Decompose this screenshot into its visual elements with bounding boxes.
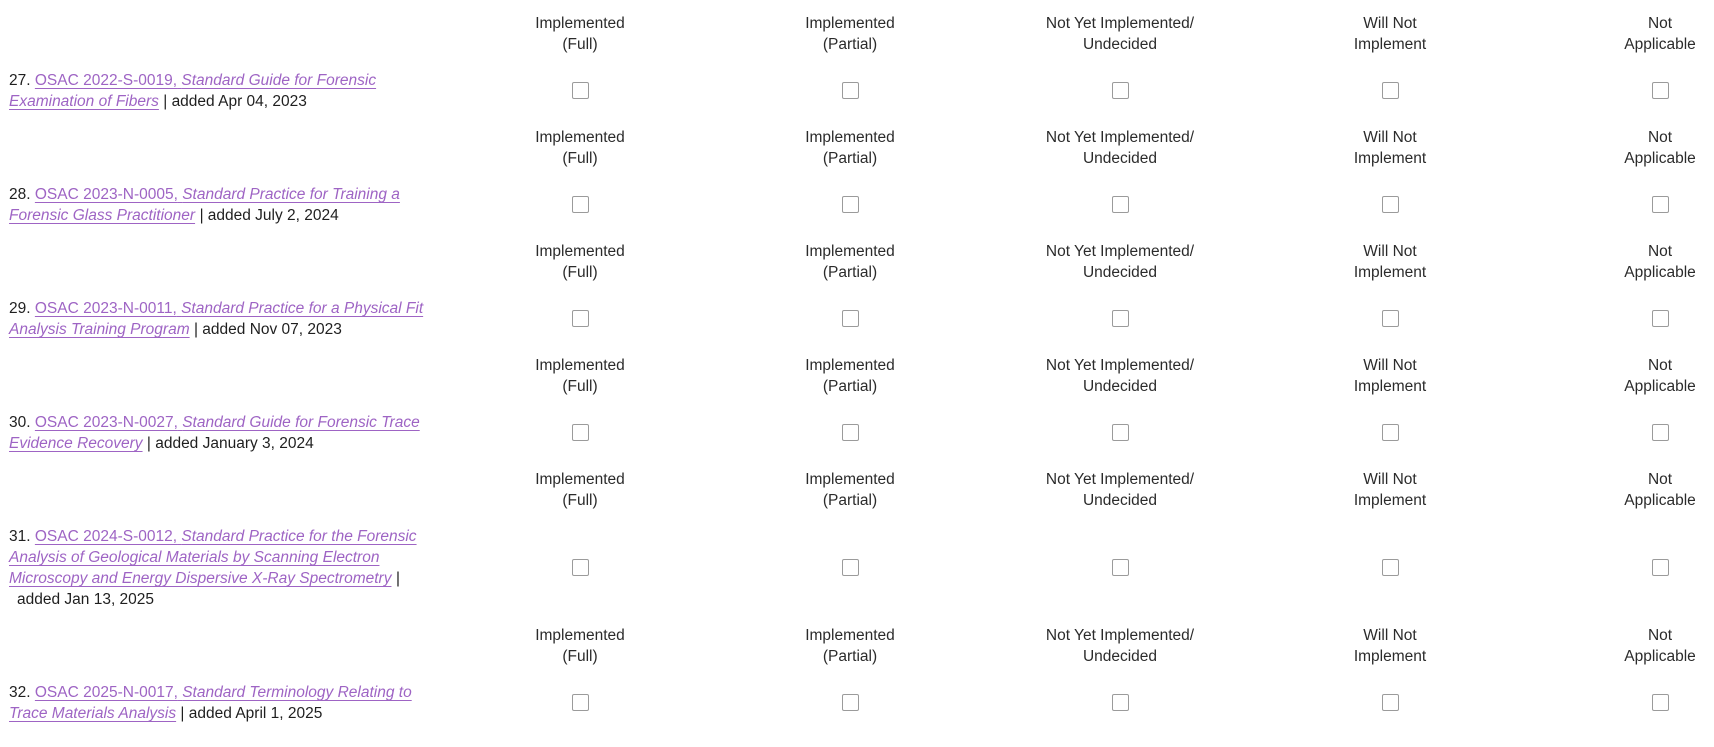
added-date: added Jan 13, 2025 [17, 591, 155, 608]
option-cell-not-applicable [1525, 196, 1714, 214]
option-header-implemented-partial [715, 127, 985, 169]
option-header-implemented-partial [715, 469, 985, 511]
option-cell-implemented-partial [715, 424, 985, 442]
option-cell-not-applicable [1525, 424, 1714, 442]
option-header-line1: Not Yet Implemented/ [1045, 15, 1195, 32]
option-header-not-yet-implemented-undecided [985, 241, 1255, 283]
standard-item-text [0, 298, 445, 340]
option-cell-not-yet-implemented-undecided [985, 196, 1255, 214]
checkbox-not-applicable[interactable] [1652, 310, 1669, 327]
checkbox-implemented-partial[interactable] [842, 694, 859, 711]
option-header-not-applicable [1525, 13, 1714, 55]
question-group [0, 228, 1714, 342]
option-cell-not-applicable [1525, 694, 1714, 712]
checkbox-implemented-full[interactable] [572, 310, 589, 327]
question-row [0, 169, 1714, 228]
option-cell-will-not-implement [1255, 310, 1525, 328]
options-header-row [0, 228, 1714, 283]
checkbox-will-not-implement[interactable] [1382, 694, 1399, 711]
question-row [0, 55, 1714, 114]
option-header-implemented-partial [715, 355, 985, 397]
option-header-will-not-implement [1255, 127, 1525, 169]
option-header-implemented-partial [715, 241, 985, 283]
checkbox-not-yet-implemented-undecided[interactable] [1112, 559, 1129, 576]
options-header-row [0, 456, 1714, 511]
option-cell-not-yet-implemented-undecided [985, 694, 1255, 712]
checkbox-not-yet-implemented-undecided[interactable] [1112, 196, 1129, 213]
question-row [0, 397, 1714, 456]
option-header-line1: Not Yet Implemented/ [1045, 357, 1195, 374]
option-cell-will-not-implement [1255, 424, 1525, 442]
option-header-line2: Undecided [1082, 150, 1158, 167]
option-header-will-not-implement [1255, 241, 1525, 283]
option-header-line1: Implemented [805, 15, 895, 32]
option-header-implemented-full [445, 13, 715, 55]
option-header-not-yet-implemented-undecided [985, 469, 1255, 511]
standard-title: Standard Terminology Relating to Trace Materials Analysis [9, 684, 412, 722]
option-header-line1: Will Not [1363, 129, 1417, 146]
option-header-line2: (Full) [562, 150, 598, 167]
option-header-implemented-full [445, 355, 715, 397]
option-header-not-applicable [1525, 355, 1714, 397]
option-cell-not-yet-implemented-undecided [985, 424, 1255, 442]
option-header-line2: Implement [1353, 648, 1427, 665]
checkbox-will-not-implement[interactable] [1382, 196, 1399, 213]
option-header-line2: Implement [1353, 264, 1427, 281]
question-group [0, 612, 1714, 726]
option-cell-implemented-full [445, 694, 715, 712]
option-header-line1: Will Not [1363, 15, 1417, 32]
option-header-line2: (Partial) [822, 378, 878, 395]
checkbox-will-not-implement[interactable] [1382, 559, 1399, 576]
option-cell-will-not-implement [1255, 694, 1525, 712]
option-header-not-yet-implemented-undecided [985, 127, 1255, 169]
standard-item-text [0, 682, 445, 724]
option-header-line2: Undecided [1082, 264, 1158, 281]
options-header-row [0, 0, 1714, 55]
option-header-line1: Implemented [535, 15, 625, 32]
option-cell-implemented-full [445, 82, 715, 100]
standard-code: OSAC 2023-N-0027, [34, 414, 178, 431]
checkbox-not-applicable[interactable] [1652, 196, 1669, 213]
option-cell-implemented-full [445, 196, 715, 214]
question-group [0, 0, 1714, 114]
standard-code: OSAC 2023-N-0011, [34, 300, 177, 317]
checkbox-not-applicable[interactable] [1652, 82, 1669, 99]
option-header-line2: Applicable [1624, 648, 1696, 665]
option-header-line1: Will Not [1363, 627, 1417, 644]
standard-item-text [0, 412, 445, 454]
standard-number: 32. [9, 684, 31, 701]
option-cell-will-not-implement [1255, 559, 1525, 577]
option-header-not-yet-implemented-undecided [985, 625, 1255, 667]
question-group [0, 342, 1714, 456]
question-group [0, 456, 1714, 612]
standard-title: Standard Practice for a Physical Fit Analysis Training Program [9, 300, 424, 338]
checkbox-implemented-full[interactable] [572, 82, 589, 99]
separator: | [146, 435, 151, 452]
standard-title: Standard Practice for Training a Forensic Glass Practitioner [9, 186, 400, 224]
option-header-not-applicable [1525, 625, 1714, 667]
option-header-line1: Implemented [535, 357, 625, 374]
option-cell-implemented-partial [715, 196, 985, 214]
option-header-not-yet-implemented-undecided [985, 355, 1255, 397]
option-header-will-not-implement [1255, 469, 1525, 511]
option-header-not-yet-implemented-undecided [985, 13, 1255, 55]
checkbox-not-applicable[interactable] [1652, 694, 1669, 711]
standard-item-text [0, 184, 445, 226]
option-header-not-applicable [1525, 469, 1714, 511]
question-row [0, 667, 1714, 726]
option-header-line1: Will Not [1363, 471, 1417, 488]
option-cell-implemented-partial [715, 82, 985, 100]
standard-number: 28. [9, 186, 31, 203]
option-header-will-not-implement [1255, 13, 1525, 55]
added-date: added Nov 07, 2023 [202, 321, 342, 338]
option-cell-will-not-implement [1255, 196, 1525, 214]
option-header-line1: Implemented [535, 627, 625, 644]
option-header-line2: (Partial) [822, 648, 878, 665]
added-date: added April 1, 2025 [188, 705, 323, 722]
standard-title: Standard Guide for Forensic Examination of Fibers [9, 72, 377, 110]
option-header-implemented-full [445, 625, 715, 667]
option-header-line1: Not [1647, 627, 1673, 644]
standard-item-text [0, 526, 445, 610]
standard-link[interactable] [9, 186, 400, 224]
added-date: added Apr 04, 2023 [171, 93, 307, 110]
checkbox-not-applicable[interactable] [1652, 559, 1669, 576]
checkbox-implemented-partial[interactable] [842, 424, 859, 441]
checkbox-will-not-implement[interactable] [1382, 424, 1399, 441]
option-header-line2: (Full) [562, 492, 598, 509]
standard-code: OSAC 2024-S-0012, [34, 528, 178, 545]
option-header-line2: (Partial) [822, 150, 878, 167]
option-header-line2: Implement [1353, 378, 1427, 395]
standard-item-text [0, 70, 445, 112]
separator: | [395, 570, 400, 587]
standard-number: 29. [9, 300, 31, 317]
option-cell-not-applicable [1525, 559, 1714, 577]
option-header-line1: Not [1647, 243, 1673, 260]
standard-number: 27. [9, 72, 31, 89]
standard-title: Standard Guide for Forensic Trace Evidence Recovery [9, 414, 420, 452]
standard-code: OSAC 2025-N-0017, [34, 684, 178, 701]
option-header-line2: Implement [1353, 492, 1427, 509]
standard-link[interactable] [9, 528, 417, 587]
option-cell-implemented-partial [715, 694, 985, 712]
standard-code: OSAC 2023-N-0005, [34, 186, 178, 203]
checkbox-implemented-full[interactable] [572, 559, 589, 576]
option-header-line1: Implemented [805, 627, 895, 644]
option-header-line1: Implemented [805, 129, 895, 146]
separator: | [163, 93, 168, 110]
option-header-line1: Not Yet Implemented/ [1045, 627, 1195, 644]
options-header-row [0, 342, 1714, 397]
option-header-line2: Applicable [1624, 36, 1696, 53]
option-header-implemented-partial [715, 13, 985, 55]
option-header-line2: Undecided [1082, 648, 1158, 665]
option-header-will-not-implement [1255, 355, 1525, 397]
option-cell-not-yet-implemented-undecided [985, 82, 1255, 100]
option-header-line1: Implemented [805, 357, 895, 374]
option-header-line2: (Partial) [822, 492, 878, 509]
standard-number: 31. [9, 528, 31, 545]
option-header-line2: Undecided [1082, 378, 1158, 395]
option-cell-implemented-full [445, 424, 715, 442]
option-header-line1: Not Yet Implemented/ [1045, 243, 1195, 260]
option-cell-not-applicable [1525, 82, 1714, 100]
option-header-line2: (Full) [562, 264, 598, 281]
checkbox-not-applicable[interactable] [1652, 424, 1669, 441]
option-cell-not-applicable [1525, 310, 1714, 328]
option-cell-will-not-implement [1255, 82, 1525, 100]
checkbox-not-yet-implemented-undecided[interactable] [1112, 424, 1129, 441]
option-cell-not-yet-implemented-undecided [985, 559, 1255, 577]
option-header-line2: Undecided [1082, 36, 1158, 53]
checkbox-implemented-full[interactable] [572, 694, 589, 711]
option-header-line2: (Full) [562, 648, 598, 665]
separator: | [180, 705, 185, 722]
option-header-implemented-partial [715, 625, 985, 667]
question-row [0, 283, 1714, 342]
standard-code: OSAC 2022-S-0019, [34, 72, 178, 89]
checkbox-implemented-partial[interactable] [842, 82, 859, 99]
option-cell-implemented-full [445, 559, 715, 577]
option-header-line2: Applicable [1624, 264, 1696, 281]
option-header-not-applicable [1525, 241, 1714, 283]
checkbox-will-not-implement[interactable] [1382, 310, 1399, 327]
question-row [0, 511, 1714, 612]
option-cell-not-yet-implemented-undecided [985, 310, 1255, 328]
option-header-line1: Not [1647, 357, 1673, 374]
added-date: added July 2, 2024 [207, 207, 339, 224]
checkbox-implemented-partial[interactable] [842, 310, 859, 327]
options-header-row [0, 612, 1714, 667]
option-header-line2: Applicable [1624, 150, 1696, 167]
added-date: added January 3, 2024 [155, 435, 314, 452]
option-header-line1: Implemented [535, 471, 625, 488]
option-header-will-not-implement [1255, 625, 1525, 667]
option-header-line1: Will Not [1363, 243, 1417, 260]
checkbox-will-not-implement[interactable] [1382, 82, 1399, 99]
option-cell-implemented-full [445, 310, 715, 328]
option-header-line1: Not Yet Implemented/ [1045, 471, 1195, 488]
option-header-line2: (Full) [562, 378, 598, 395]
option-header-line2: Applicable [1624, 492, 1696, 509]
options-header-row [0, 114, 1714, 169]
option-header-line2: (Full) [562, 36, 598, 53]
checkbox-implemented-full[interactable] [572, 424, 589, 441]
option-header-line1: Implemented [535, 243, 625, 260]
checkbox-not-yet-implemented-undecided[interactable] [1112, 694, 1129, 711]
option-header-line2: Implement [1353, 150, 1427, 167]
option-header-line1: Not Yet Implemented/ [1045, 129, 1195, 146]
separator: | [199, 207, 204, 224]
standard-number: 30. [9, 414, 31, 431]
option-header-line2: Implement [1353, 36, 1427, 53]
checkbox-not-yet-implemented-undecided[interactable] [1112, 82, 1129, 99]
option-header-line1: Implemented [535, 129, 625, 146]
option-header-line2: Applicable [1624, 378, 1696, 395]
option-header-line2: (Partial) [822, 36, 878, 53]
option-header-line1: Not [1647, 15, 1673, 32]
option-header-implemented-full [445, 241, 715, 283]
question-group [0, 114, 1714, 228]
checkbox-not-yet-implemented-undecided[interactable] [1112, 310, 1129, 327]
option-header-line1: Will Not [1363, 357, 1417, 374]
option-header-line1: Not [1647, 129, 1673, 146]
option-header-line2: (Partial) [822, 264, 878, 281]
option-header-line2: Undecided [1082, 492, 1158, 509]
option-header-implemented-full [445, 127, 715, 169]
option-cell-implemented-partial [715, 310, 985, 328]
option-header-implemented-full [445, 469, 715, 511]
checkbox-implemented-partial[interactable] [842, 196, 859, 213]
option-header-line1: Not [1647, 471, 1673, 488]
standard-title: Standard Practice for the Forensic Analysis of Geological Materials by Scanning Electron Microscopy and Energy Dispersive X-Ray Spectrometry [9, 528, 417, 587]
checkbox-implemented-partial[interactable] [842, 559, 859, 576]
separator: | [193, 321, 198, 338]
option-cell-implemented-partial [715, 559, 985, 577]
option-header-not-applicable [1525, 127, 1714, 169]
checkbox-implemented-full[interactable] [572, 196, 589, 213]
option-header-line1: Implemented [805, 243, 895, 260]
option-header-line1: Implemented [805, 471, 895, 488]
